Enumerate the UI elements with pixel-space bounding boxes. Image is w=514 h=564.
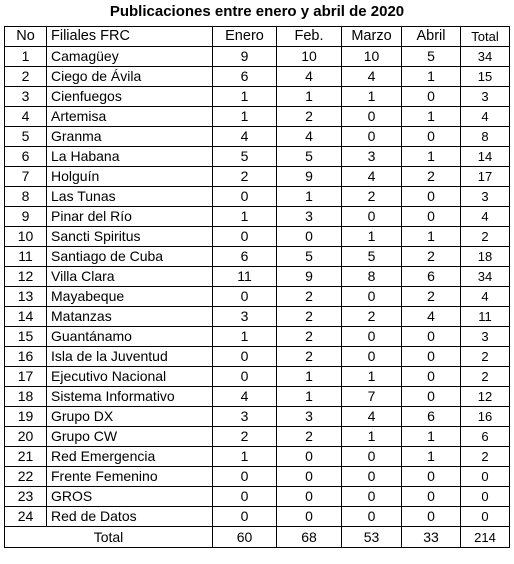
row-number: 13 [5,287,47,307]
row-filial-name: Artemisa [47,107,213,127]
table-row [5,367,510,387]
row-feb: 2 [277,327,342,347]
row-number: 20 [5,427,47,447]
row-marzo: 4 [342,167,402,187]
totals-abril: 33 [402,527,461,548]
row-number: 16 [5,347,47,367]
row-number: 10 [5,227,47,247]
row-total: 0 [461,507,510,527]
row-filial-name: Red Emergencia [47,447,213,467]
table-row [5,307,510,327]
table-row [5,67,510,87]
row-feb: 1 [277,367,342,387]
header-abril: Abril [402,27,461,47]
row-feb: 0 [277,227,342,247]
table-row [5,167,510,187]
row-enero: 0 [213,507,277,527]
row-feb: 4 [277,127,342,147]
row-enero: 0 [213,487,277,507]
row-filial-name: Holguín [47,167,213,187]
row-number: 3 [5,87,47,107]
row-total: 2 [461,367,510,387]
row-abril: 1 [402,227,461,247]
row-filial-name: Villa Clara [47,267,213,287]
row-total: 2 [461,227,510,247]
table-row [5,227,510,247]
table-row [5,507,510,527]
row-feb: 5 [277,247,342,267]
totals-label: Total [5,527,213,548]
row-filial-name: GROS [47,487,213,507]
row-number: 7 [5,167,47,187]
row-enero: 4 [213,127,277,147]
row-abril: 0 [402,367,461,387]
row-number: 17 [5,367,47,387]
row-enero: 1 [213,447,277,467]
row-number: 6 [5,147,47,167]
row-feb: 4 [277,67,342,87]
row-marzo: 3 [342,147,402,167]
row-total: 2 [461,447,510,467]
table-row [5,487,510,507]
row-abril: 0 [402,187,461,207]
row-marzo: 4 [342,407,402,427]
table-row [5,187,510,207]
row-total: 34 [461,47,510,67]
row-marzo: 0 [342,487,402,507]
row-abril: 1 [402,447,461,467]
row-marzo: 2 [342,307,402,327]
row-abril: 2 [402,247,461,267]
table-row [5,107,510,127]
row-abril: 1 [402,427,461,447]
row-marzo: 0 [342,287,402,307]
row-feb: 9 [277,167,342,187]
table-row [5,427,510,447]
row-total: 34 [461,267,510,287]
row-total: 18 [461,247,510,267]
header-total: Total [461,27,510,47]
row-filial-name: Ciego de Ávila [47,67,213,87]
row-number: 8 [5,187,47,207]
row-marzo: 1 [342,227,402,247]
row-filial-name: Sistema Informativo [47,387,213,407]
row-enero: 1 [213,107,277,127]
row-marzo: 1 [342,367,402,387]
row-total: 0 [461,467,510,487]
row-number: 12 [5,267,47,287]
row-abril: 6 [402,267,461,287]
row-feb: 2 [277,107,342,127]
row-enero: 3 [213,407,277,427]
row-total: 14 [461,147,510,167]
row-feb: 5 [277,147,342,167]
header-no: No [5,27,47,47]
row-enero: 0 [213,227,277,247]
table-body [5,47,510,527]
row-feb: 9 [277,267,342,287]
row-filial-name: Pinar del Río [47,207,213,227]
table-row [5,87,510,107]
row-enero: 1 [213,87,277,107]
row-filial-name: Isla de la Juventud [47,347,213,367]
table-row [5,327,510,347]
row-number: 5 [5,127,47,147]
row-abril: 4 [402,307,461,327]
row-feb: 2 [277,347,342,367]
row-total: 6 [461,427,510,447]
row-total: 11 [461,307,510,327]
row-feb: 2 [277,307,342,327]
row-enero: 6 [213,67,277,87]
row-enero: 6 [213,247,277,267]
row-feb: 1 [277,387,342,407]
row-marzo: 0 [342,347,402,367]
row-enero: 0 [213,187,277,207]
row-enero: 11 [213,267,277,287]
row-enero: 4 [213,387,277,407]
row-filial-name: Guantánamo [47,327,213,347]
row-feb: 0 [277,447,342,467]
row-marzo: 8 [342,267,402,287]
row-number: 19 [5,407,47,427]
totals-marzo: 53 [342,527,402,548]
table-row [5,467,510,487]
row-feb: 0 [277,507,342,527]
row-abril: 5 [402,47,461,67]
row-filial-name: Mayabeque [47,287,213,307]
row-filial-name: Cienfuegos [47,87,213,107]
table-row [5,387,510,407]
table-title: Publicaciones entre enero y abril de 2020 [109,3,405,20]
row-filial-name: Matanzas [47,307,213,327]
row-abril: 1 [402,107,461,127]
row-number: 15 [5,327,47,347]
totals-enero: 60 [213,527,277,548]
row-total: 4 [461,207,510,227]
row-filial-name: Frente Femenino [47,467,213,487]
row-abril: 2 [402,167,461,187]
row-total: 16 [461,407,510,427]
row-feb: 2 [277,427,342,447]
header-feb: Feb. [277,27,342,47]
totals-feb: 68 [277,527,342,548]
row-marzo: 0 [342,447,402,467]
row-abril: 1 [402,67,461,87]
row-filial-name: Las Tunas [47,187,213,207]
row-total: 2 [461,347,510,367]
row-marzo: 0 [342,327,402,347]
row-total: 0 [461,487,510,507]
row-total: 12 [461,387,510,407]
table-row [5,207,510,227]
row-abril: 0 [402,487,461,507]
row-enero: 0 [213,347,277,367]
row-enero: 0 [213,467,277,487]
row-number: 9 [5,207,47,227]
row-marzo: 0 [342,107,402,127]
row-number: 1 [5,47,47,67]
row-marzo: 0 [342,127,402,147]
row-abril: 1 [402,147,461,167]
row-total: 15 [461,67,510,87]
row-filial-name: Sancti Spiritus [47,227,213,247]
row-feb: 3 [277,207,342,227]
row-marzo: 7 [342,387,402,407]
row-number: 14 [5,307,47,327]
row-marzo: 0 [342,467,402,487]
row-filial-name: Camagüey [47,47,213,67]
row-number: 22 [5,467,47,487]
row-abril: 0 [402,387,461,407]
row-abril: 2 [402,287,461,307]
row-filial-name: Granma [47,127,213,147]
header-filiales: Filiales FRC [47,27,213,47]
table-row [5,47,510,67]
table-row [5,147,510,167]
row-number: 2 [5,67,47,87]
totals-total: 214 [461,527,510,548]
row-total: 3 [461,187,510,207]
row-enero: 5 [213,147,277,167]
row-filial-name: Santiago de Cuba [47,247,213,267]
row-filial-name: La Habana [47,147,213,167]
row-abril: 0 [402,207,461,227]
row-number: 18 [5,387,47,407]
row-filial-name: Red de Datos [47,507,213,527]
row-feb: 3 [277,407,342,427]
row-abril: 6 [402,407,461,427]
header-row [5,27,510,47]
header-enero: Enero [213,27,277,47]
table-row [5,407,510,427]
row-number: 24 [5,507,47,527]
row-total: 4 [461,287,510,307]
row-total: 3 [461,327,510,347]
row-marzo: 1 [342,87,402,107]
row-filial-name: Ejecutivo Nacional [47,367,213,387]
row-abril: 0 [402,87,461,107]
row-number: 23 [5,487,47,507]
row-abril: 0 [402,327,461,347]
row-total: 3 [461,87,510,107]
publications-table [4,26,510,548]
row-number: 4 [5,107,47,127]
totals-row [5,527,510,548]
header-marzo: Marzo [342,27,402,47]
row-feb: 10 [277,47,342,67]
row-feb: 1 [277,87,342,107]
row-feb: 0 [277,487,342,507]
row-feb: 0 [277,467,342,487]
row-marzo: 10 [342,47,402,67]
row-total: 4 [461,107,510,127]
table-row [5,347,510,367]
row-marzo: 1 [342,427,402,447]
row-enero: 2 [213,427,277,447]
row-marzo: 2 [342,187,402,207]
table-row [5,447,510,467]
row-enero: 2 [213,167,277,187]
row-number: 21 [5,447,47,467]
row-marzo: 0 [342,207,402,227]
row-marzo: 5 [342,247,402,267]
table-row [5,247,510,267]
row-enero: 3 [213,307,277,327]
row-enero: 0 [213,287,277,307]
row-marzo: 4 [342,67,402,87]
row-total: 17 [461,167,510,187]
table-row [5,127,510,147]
row-total: 8 [461,127,510,147]
row-number: 11 [5,247,47,267]
row-enero: 1 [213,207,277,227]
table-row [5,287,510,307]
row-feb: 1 [277,187,342,207]
row-enero: 0 [213,367,277,387]
row-marzo: 0 [342,507,402,527]
row-abril: 0 [402,507,461,527]
table-row [5,267,510,287]
row-abril: 0 [402,347,461,367]
row-enero: 9 [213,47,277,67]
row-abril: 0 [402,127,461,147]
row-filial-name: Grupo DX [47,407,213,427]
row-feb: 2 [277,287,342,307]
row-abril: 0 [402,467,461,487]
row-filial-name: Grupo CW [47,427,213,447]
row-enero: 1 [213,327,277,347]
